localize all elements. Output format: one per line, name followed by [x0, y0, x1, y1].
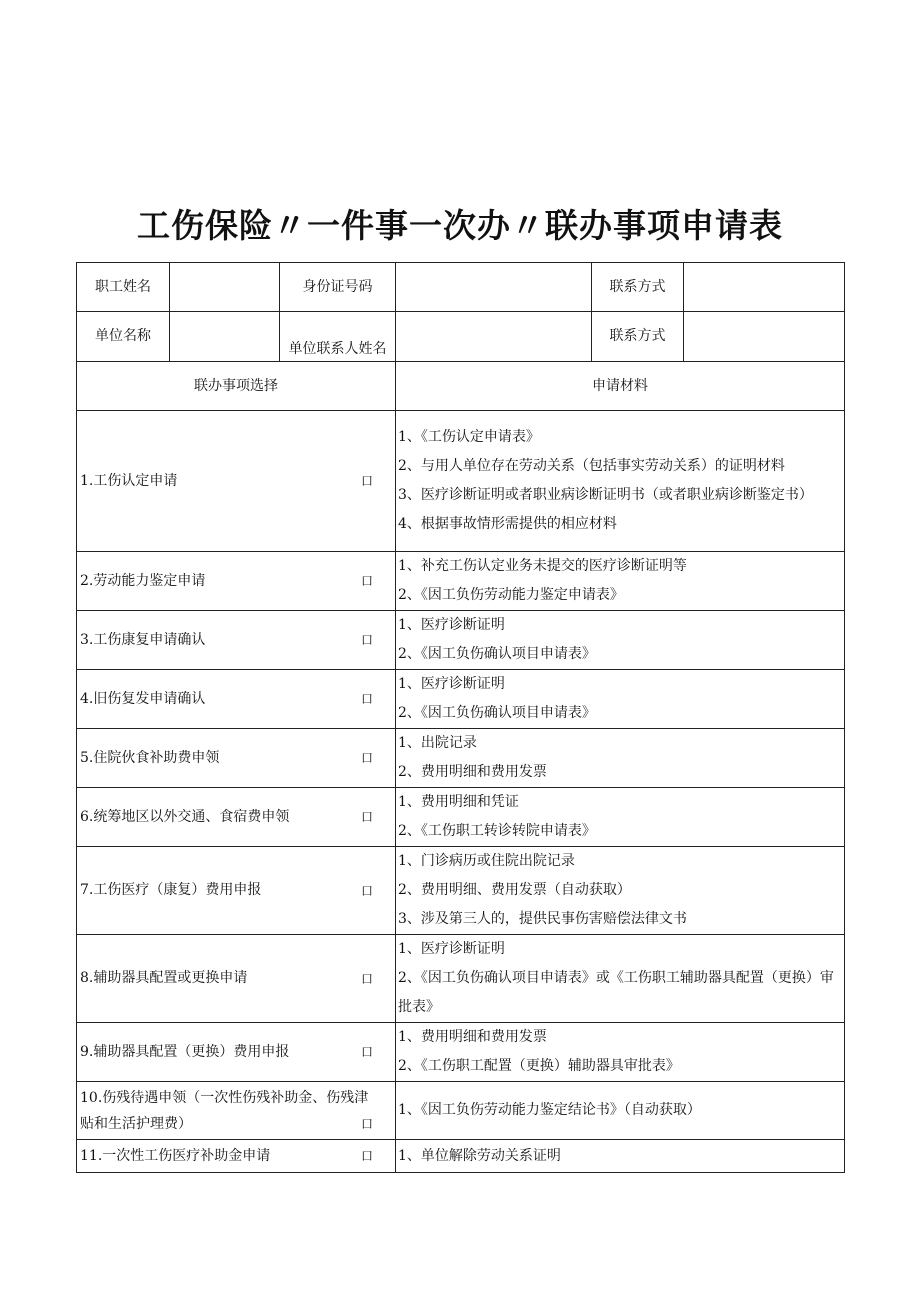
item-checkbox[interactable]: 口: [360, 691, 373, 706]
item-label: 7.工伤医疗（康复）费用申报: [80, 882, 262, 899]
item-option[interactable]: [77, 1082, 396, 1140]
material-line: 1、费用明细和凭证: [398, 794, 519, 810]
material-line: 2、《因工负伤劳动能力鉴定申请表》: [398, 587, 624, 603]
material-line: 2、《因工负伤确认项目申请表》: [398, 646, 596, 662]
unit-name-label: 单位名称: [77, 312, 170, 362]
worker-info-row: [77, 263, 845, 312]
material-line: 1、出院记录: [398, 735, 477, 751]
item-materials: [396, 670, 845, 729]
unit-contact-label: 联系方式: [592, 312, 684, 362]
item-label: 6.统筹地区以外交通、食宿费申领: [80, 808, 290, 825]
item-row: [77, 935, 845, 1023]
material-line: 3、医疗诊断证明或者职业病诊断证明书（或者职业病诊断鉴定书）: [398, 487, 813, 503]
item-row: [77, 611, 845, 670]
material-line: 1、补充工伤认定业务未提交的医疗诊断证明等: [398, 558, 687, 574]
item-materials: [396, 411, 845, 552]
material-line: 1、医疗诊断证明: [398, 676, 505, 692]
material-line: 2、《工伤职工转诊转院申请表》: [398, 823, 596, 839]
item-row: [77, 1082, 845, 1140]
material-line: 2、费用明细和费用发票: [398, 764, 547, 780]
worker-name-label: 职工姓名: [77, 263, 170, 312]
item-row: [77, 411, 845, 552]
item-materials: [396, 935, 845, 1023]
item-option[interactable]: [77, 411, 396, 552]
material-line: 3、涉及第三人的，提供民事伤害赔偿法律文书: [398, 911, 687, 927]
item-checkbox[interactable]: 口: [360, 473, 373, 488]
item-row: [77, 552, 845, 611]
item-option[interactable]: [77, 1023, 396, 1082]
item-option[interactable]: [77, 847, 396, 935]
material-line: 2、费用明细、费用发票（自动获取）: [398, 882, 631, 898]
id-number-field[interactable]: [396, 263, 592, 312]
item-materials: [396, 552, 845, 611]
item-option[interactable]: [77, 788, 396, 847]
material-line: 1、门诊病历或住院出院记录: [398, 853, 575, 869]
item-materials: [396, 1140, 845, 1173]
item-label: 1.工伤认定申请: [80, 472, 178, 489]
item-materials: [396, 847, 845, 935]
item-label: 3.工伤康复申请确认: [80, 631, 206, 648]
material-line: 2、《因工负伤确认项目申请表》或《工伤职工辅助器具配置（更换）审批表》: [398, 970, 834, 1015]
contact-field[interactable]: [684, 263, 845, 312]
unit-name-field[interactable]: [170, 312, 280, 362]
item-option[interactable]: [77, 729, 396, 788]
item-option[interactable]: [77, 611, 396, 670]
item-checkbox[interactable]: 口: [360, 573, 373, 588]
material-line: 2、与用人单位存在劳动关系（包括事实劳动关系）的证明材料: [398, 458, 785, 474]
item-label: 11.一次性工伤医疗补助金申请: [80, 1147, 271, 1164]
column-header-row: [77, 362, 845, 411]
item-checkbox[interactable]: 口: [360, 883, 373, 898]
item-row: [77, 1023, 845, 1082]
application-form-table: [76, 262, 845, 1173]
item-checkbox[interactable]: 口: [360, 632, 373, 647]
item-row: [77, 788, 845, 847]
unit-contact-field[interactable]: [684, 312, 845, 362]
materials-column-header: 申请材料: [396, 362, 845, 411]
item-materials: [396, 729, 845, 788]
id-number-label: 身份证号码: [280, 263, 396, 312]
material-line: 2、《因工负伤确认项目申请表》: [398, 705, 596, 721]
contact-label: 联系方式: [592, 263, 684, 312]
item-option[interactable]: [77, 1140, 396, 1173]
item-label: 2.劳动能力鉴定申请: [80, 572, 206, 589]
material-line: 4、根据事故情形需提供的相应材料: [398, 516, 617, 532]
unit-contact-name-field[interactable]: [396, 312, 592, 362]
item-row: [77, 670, 845, 729]
item-label: 4.旧伤复发申请确认: [80, 690, 206, 707]
unit-info-row: [77, 312, 845, 362]
item-materials: [396, 1023, 845, 1082]
material-line: 1、医疗诊断证明: [398, 617, 505, 633]
item-label: 5.住院伙食补助费申领: [80, 749, 220, 766]
item-row: [77, 729, 845, 788]
item-checkbox[interactable]: 口: [360, 971, 373, 986]
worker-name-field[interactable]: [170, 263, 280, 312]
item-row: [77, 847, 845, 935]
material-line: 1、费用明细和费用发票: [398, 1029, 547, 1045]
item-label: 9.辅助器具配置（更换）费用申报: [80, 1043, 290, 1060]
item-checkbox[interactable]: 口: [360, 1044, 373, 1059]
material-line: 1、医疗诊断证明: [398, 941, 505, 957]
item-label: 8.辅助器具配置或更换申请: [80, 970, 248, 987]
items-column-header: 联办事项选择: [77, 362, 396, 411]
item-option[interactable]: [77, 670, 396, 729]
item-materials: [396, 788, 845, 847]
item-label: 10.伤残待遇申领（一次性伤残补助金、伤残津贴和生活护理费）: [80, 1089, 369, 1132]
item-checkbox[interactable]: 口: [360, 750, 373, 765]
item-checkbox[interactable]: 口: [360, 1148, 373, 1163]
item-checkbox[interactable]: 口: [360, 1116, 373, 1131]
material-line: 1、《工伤认定申请表》: [398, 429, 540, 445]
item-checkbox[interactable]: 口: [360, 809, 373, 824]
unit-contact-name-label: 单位联系人姓名: [280, 312, 396, 362]
material-line: 1、《因工负伤劳动能力鉴定结论书》（自动获取）: [398, 1102, 701, 1118]
material-line: 1、单位解除劳动关系证明: [398, 1147, 561, 1164]
form-title: 工伤保险〃一件事一次办〃联办事项申请表: [137, 206, 783, 245]
material-line: 2、《工伤职工配置（更换）辅助器具审批表》: [398, 1058, 680, 1074]
item-option[interactable]: [77, 552, 396, 611]
item-option[interactable]: [77, 935, 396, 1023]
item-row: [77, 1140, 845, 1173]
item-materials: [396, 611, 845, 670]
item-materials: [396, 1082, 845, 1140]
